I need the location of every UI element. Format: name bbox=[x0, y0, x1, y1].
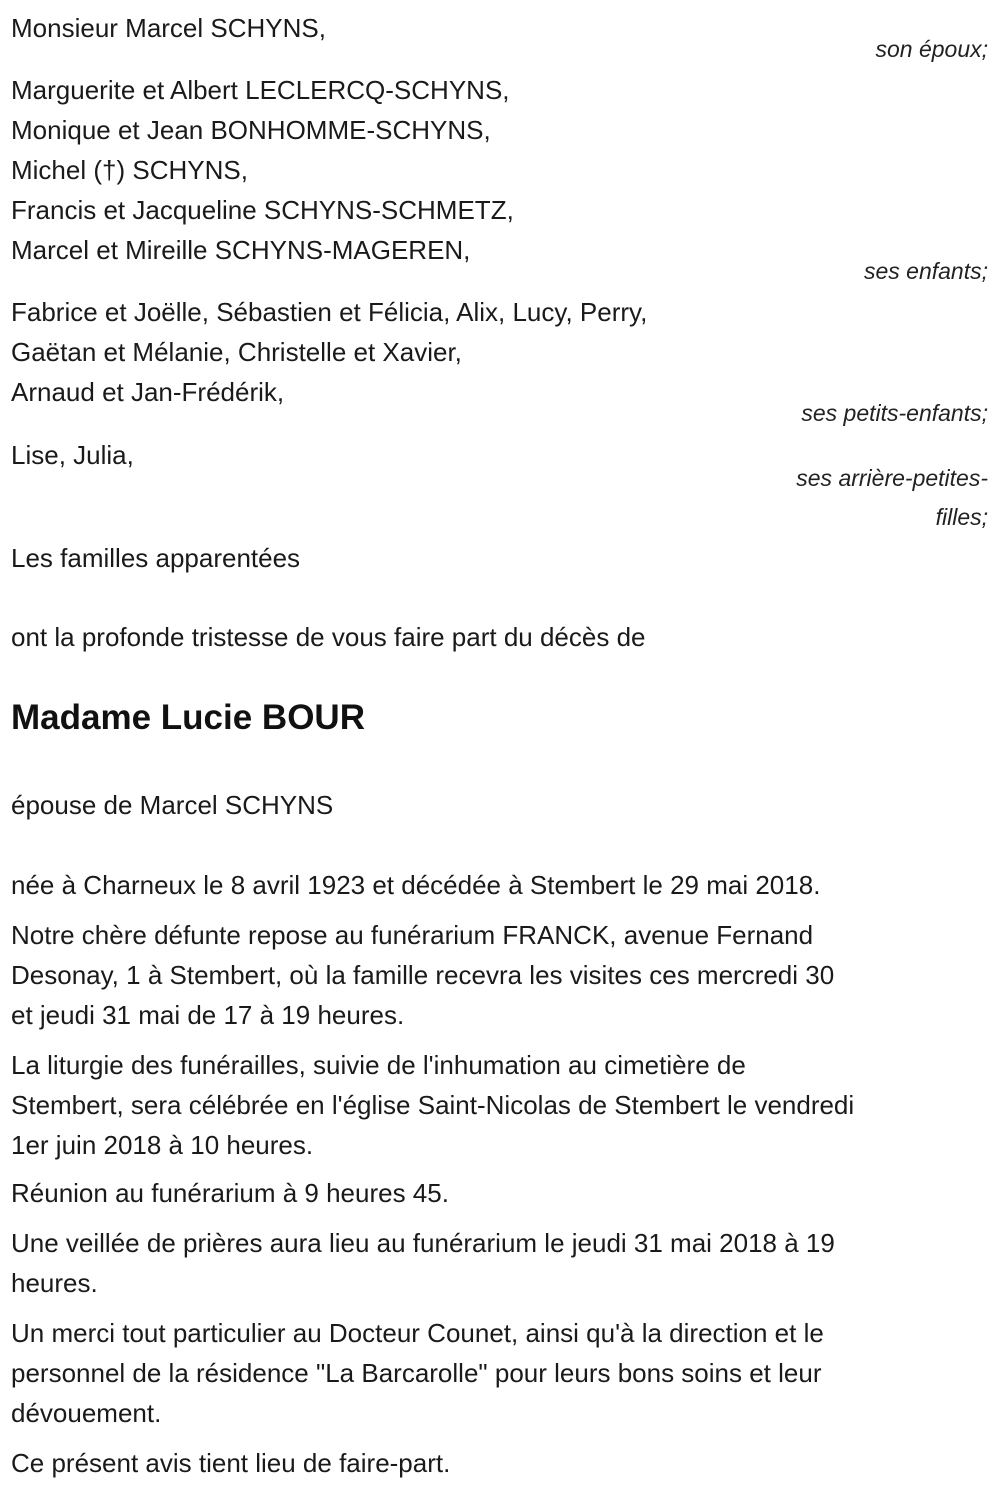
announcement: ont la profonde tristesse de vous faire part du décès de bbox=[11, 622, 646, 652]
text-line: Stembert, sera célébrée en l'église Saint-Nicolas de Stembert le vendredi bbox=[11, 1090, 855, 1120]
children-role: ses enfants; bbox=[863, 258, 988, 284]
text-line: Ce présent avis tient lieu de faire-part. bbox=[11, 1448, 451, 1478]
grandchild-line: Gaëtan et Mélanie, Christelle et Xavier, bbox=[11, 337, 462, 367]
spouse-line: Monsieur Marcel SCHYNS, bbox=[11, 13, 326, 43]
text-line: Desonay, 1 à Stembert, où la famille recevra les visites ces mercredi 30 bbox=[11, 960, 835, 990]
children-list bbox=[11, 70, 514, 270]
text-line: Une veillée de prières aura lieu au funérarium le jeudi 31 mai 2018 à 19 bbox=[11, 1228, 835, 1258]
text-line: Un merci tout particulier au Docteur Counet, ainsi qu'à la direction et le bbox=[11, 1318, 824, 1348]
child-line: Marcel et Mireille SCHYNS-MAGEREN, bbox=[11, 235, 471, 265]
text-line: La liturgie des funérailles, suivie de l'inhumation au cimetière de bbox=[11, 1050, 746, 1080]
paragraph-notice bbox=[11, 1443, 450, 1483]
child-line: Monique et Jean BONHOMME-SCHYNS, bbox=[11, 115, 491, 145]
text-line: et jeudi 31 mai de 17 à 19 heures. bbox=[11, 1000, 405, 1030]
paragraph-thanks bbox=[11, 1313, 824, 1433]
grandchildren-list bbox=[11, 292, 647, 412]
paragraph-meeting bbox=[11, 1173, 449, 1213]
birth-death: née à Charneux le 8 avril 1923 et décédée à Stembert le 29 mai 2018. bbox=[11, 870, 821, 900]
spouse-role: son époux; bbox=[875, 36, 988, 62]
text-line: Réunion au funérarium à 9 heures 45. bbox=[11, 1178, 449, 1208]
text-line: personnel de la résidence "La Barcarolle" pour leurs bons soins et leur bbox=[11, 1358, 822, 1388]
child-line: Michel (†) SCHYNS, bbox=[11, 155, 248, 185]
deceased-name: Madame Lucie BOUR bbox=[11, 698, 365, 737]
grandchild-line: Fabrice et Joëlle, Sébastien et Félicia, Alix, Lucy, Perry, bbox=[11, 297, 648, 327]
text-line: heures. bbox=[11, 1268, 98, 1298]
child-line: Francis et Jacqueline SCHYNS-SCHMETZ, bbox=[11, 195, 514, 225]
paragraph-wake bbox=[11, 915, 834, 1035]
text-line: dévouement. bbox=[11, 1398, 162, 1428]
paragraph-funeral bbox=[11, 1045, 854, 1165]
families-line: Les familles apparentées bbox=[11, 543, 301, 573]
role-line: ses arrière-petites- bbox=[796, 465, 988, 491]
spouse-of: épouse de Marcel SCHYNS bbox=[11, 790, 334, 820]
grandchildren-role: ses petits-enfants; bbox=[801, 400, 988, 426]
text-line: 1er juin 2018 à 10 heures. bbox=[11, 1130, 314, 1160]
great-grandchildren-line: Lise, Julia, bbox=[11, 440, 134, 470]
grandchild-line: Arnaud et Jan-Frédérik, bbox=[11, 377, 285, 407]
role-line: filles; bbox=[935, 504, 988, 530]
child-line: Marguerite et Albert LECLERCQ-SCHYNS, bbox=[11, 75, 510, 105]
great-grandchildren-role bbox=[728, 459, 988, 537]
text-line: Notre chère défunte repose au funérarium FRANCK, avenue Fernand bbox=[11, 920, 814, 950]
paragraph-vigil bbox=[11, 1223, 835, 1303]
